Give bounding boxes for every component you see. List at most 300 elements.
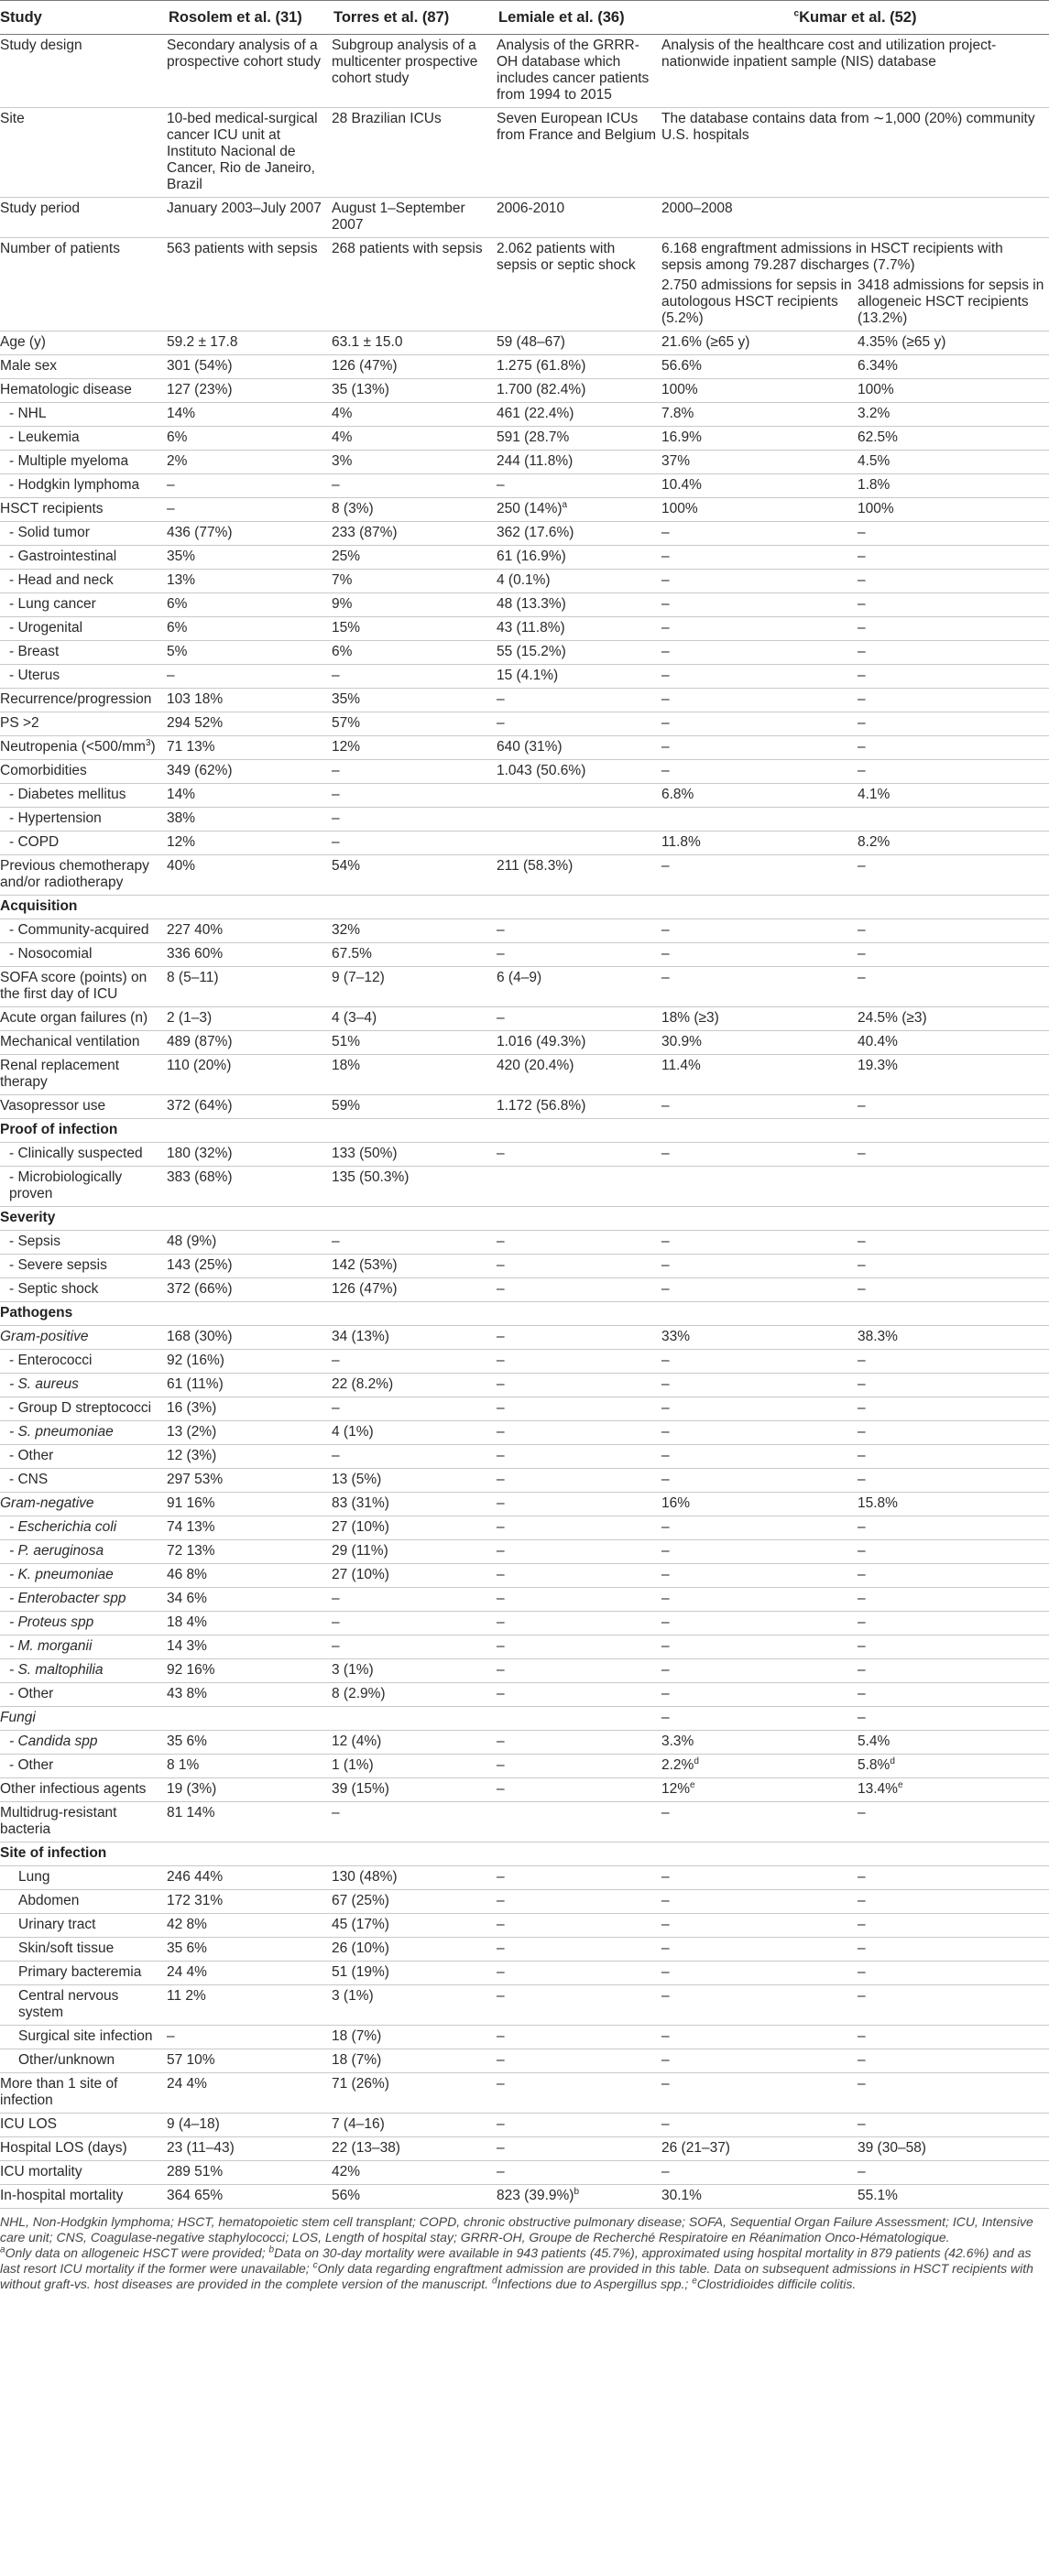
- cell-kumar-autologous-text: 16.9%: [661, 429, 702, 445]
- row-label-cell: [0, 1207, 167, 1231]
- cell-kumar-split: [661, 277, 1045, 327]
- cell-lemiale-text: –: [497, 1472, 505, 1487]
- row-label-cell: [0, 760, 167, 784]
- cell-lemiale-text: –: [497, 1234, 505, 1249]
- cell-rosolem: [167, 1540, 332, 1564]
- cell-kumar-autologous-text: –: [661, 2076, 670, 2092]
- cell-kumar-allogeneic-text: –: [858, 1917, 866, 1932]
- cell-rosolem-text: 81 14%: [167, 1805, 215, 1821]
- cell-lemiale-text: –: [497, 1917, 505, 1932]
- footnote-markers: [0, 2245, 1047, 2292]
- cell-kumar-allogeneic-text: –: [858, 644, 866, 659]
- row-label-cell: [0, 2185, 167, 2209]
- cell-lemiale-text: Analysis of the GRRR-OH database which includes cancer patients from 1994 to 2015: [497, 38, 650, 103]
- cell-torres-text: 29 (11%): [332, 1543, 388, 1559]
- cell-rosolem: [167, 1516, 332, 1540]
- row-label-cell: [0, 2049, 167, 2073]
- cell-torres-text: 7 (4–16): [332, 2116, 385, 2132]
- cell-rosolem: [167, 35, 332, 108]
- table-row: [0, 238, 1049, 332]
- cell-rosolem: [167, 1866, 332, 1890]
- cell-rosolem-text: 13 (2%): [167, 1424, 217, 1440]
- row-label-cell: [0, 943, 167, 967]
- row-label-cell: [0, 1985, 167, 2026]
- header-rosolem: Rosolem et al. (31): [167, 1, 332, 35]
- cell-kumar-autologous-text: –: [661, 1543, 670, 1559]
- cell-rosolem-text: 46 8%: [167, 1567, 207, 1582]
- row-label: More than 1 site of infection: [0, 2076, 118, 2108]
- cell-torres: [332, 919, 497, 943]
- cell-lemiale-text: 1.275 (61.8%): [497, 358, 586, 374]
- cell-kumar-autologous: [661, 1636, 858, 1659]
- cell-kumar-allogeneic-text: 39 (30–58): [858, 2140, 926, 2156]
- cell-torres: [332, 1007, 497, 1031]
- cell-rosolem: [167, 712, 332, 736]
- cell-rosolem: [167, 760, 332, 784]
- cell-kumar-autologous-text: –: [661, 970, 670, 985]
- cell-lemiale-text: –: [497, 1400, 505, 1416]
- cell-kumar-combined: [661, 238, 1049, 332]
- row-label: Hospital LOS (days): [0, 2140, 127, 2156]
- cell-rosolem: [167, 1938, 332, 1962]
- row-label-cell: [0, 1755, 167, 1778]
- cell-kumar-autologous-text: –: [661, 1710, 670, 1725]
- cell-kumar-allogeneic: [858, 855, 1049, 896]
- cell-rosolem-text: 18 4%: [167, 1614, 207, 1630]
- cell-kumar-allogeneic-text: –: [858, 1567, 866, 1582]
- cell-lemiale-text: –: [497, 1353, 505, 1368]
- cell-kumar-allogeneic: [858, 1350, 1049, 1374]
- cell-kumar-autologous: [661, 1890, 858, 1914]
- cell-lemiale-text: 461 (22.4%): [497, 406, 574, 421]
- cell-rosolem: [167, 498, 332, 522]
- cell-lemiale-text: 1.016 (49.3%): [497, 1034, 586, 1049]
- cell-lemiale: [497, 784, 661, 808]
- row-label: - NHL: [9, 406, 46, 421]
- row-label-cell: [0, 1119, 167, 1143]
- row-label-cell: [0, 332, 167, 355]
- cell-torres-text: –: [332, 668, 340, 683]
- cell-lemiale-text: –: [497, 1734, 505, 1749]
- table-row: [0, 1007, 1049, 1031]
- cell-torres: [332, 1866, 497, 1890]
- cell-kumar-allogeneic: [858, 1683, 1049, 1707]
- cell-kumar-allogeneic-text: 13.4%: [858, 1781, 898, 1797]
- cell-rosolem-text: –: [167, 477, 175, 493]
- cell-torres: [332, 1374, 497, 1397]
- cell-lemiale-text: 48 (13.3%): [497, 596, 566, 612]
- cell-torres: [332, 1167, 497, 1207]
- row-label-cell: [0, 831, 167, 855]
- cell-kumar-autologous: [661, 1540, 858, 1564]
- cell-torres-text: 12 (4%): [332, 1734, 382, 1749]
- row-label-cell: [0, 1731, 167, 1755]
- row-label: ICU mortality: [0, 2164, 82, 2179]
- row-label: Renal replacement therapy: [0, 1058, 120, 1090]
- cell-kumar-allogeneic-text: 4.35% (≥65 y): [858, 334, 946, 350]
- cell-rosolem-text: 40%: [167, 858, 196, 874]
- cell-kumar-allogeneic: [858, 1755, 1049, 1778]
- cell-rosolem: [167, 2114, 332, 2137]
- cell-kumar-allogeneic-text: –: [858, 1353, 866, 1368]
- cell-torres-text: Subgroup analysis of a multicenter prospective cohort study: [332, 38, 478, 86]
- row-label-cell: [0, 451, 167, 474]
- cell-rosolem: [167, 593, 332, 617]
- row-label: - Proteus spp: [9, 1614, 93, 1630]
- cell-kumar-allogeneic-text: 15.8%: [858, 1495, 898, 1511]
- cell-torres: [332, 451, 497, 474]
- cell-rosolem: [167, 967, 332, 1007]
- cell-torres-text: 27 (10%): [332, 1519, 389, 1535]
- cell-lemiale-footnote-mark: a: [562, 499, 568, 510]
- cell-rosolem-text: 35%: [167, 549, 196, 564]
- cell-rosolem-text: 6%: [167, 596, 188, 612]
- cell-rosolem: [167, 1231, 332, 1255]
- cell-kumar-autologous: [661, 943, 858, 967]
- cell-kumar-allogeneic: [858, 1326, 1049, 1350]
- row-label-cell: [0, 855, 167, 896]
- cell-kumar-allogeneic: [858, 1588, 1049, 1612]
- cell-kumar-allogeneic-text: –: [858, 572, 866, 588]
- row-label-cell: [0, 784, 167, 808]
- row-label-cell: [0, 1890, 167, 1914]
- cell-lemiale-text: –: [497, 1988, 505, 2004]
- cell-kumar-autologous-text: –: [661, 922, 670, 938]
- cell-kumar-allogeneic-text: –: [858, 691, 866, 707]
- table-row: [0, 1421, 1049, 1445]
- cell-lemiale-text: –: [497, 946, 505, 962]
- table-row: [0, 1095, 1049, 1119]
- cell-torres-text: 26 (10%): [332, 1940, 389, 1956]
- row-label: Acquisition: [0, 898, 78, 914]
- cell-kumar-autologous-text: –: [661, 946, 670, 962]
- cell-kumar-allogeneic-text: 55.1%: [858, 2188, 898, 2203]
- cell-kumar-allogeneic-text: –: [858, 1591, 866, 1606]
- cell-kumar-allogeneic: [858, 1143, 1049, 1167]
- cell-lemiale: [497, 1469, 661, 1493]
- row-label: In-hospital mortality: [0, 2188, 124, 2203]
- cell-kumar-allogeneic: [858, 451, 1049, 474]
- cell-kumar-autologous-text: –: [661, 1353, 670, 1368]
- cell-rosolem-text: 2 (1–3): [167, 1010, 213, 1026]
- cell-lemiale-text: –: [497, 2076, 505, 2092]
- cell-torres: [332, 736, 497, 760]
- cell-torres-text: 3%: [332, 453, 353, 469]
- cell-rosolem-text: 38%: [167, 810, 196, 826]
- cell-lemiale: [497, 1540, 661, 1564]
- cell-kumar-autologous-text: 6.8%: [661, 787, 694, 802]
- cell-kumar-autologous: [661, 967, 858, 1007]
- cell-rosolem-text: 23 (11–43): [167, 2140, 235, 2156]
- cell-lemiale-text: –: [497, 691, 505, 707]
- cell-torres: [332, 593, 497, 617]
- cell-torres: [332, 689, 497, 712]
- row-label: - Uterus: [9, 668, 60, 683]
- cell-rosolem: [167, 1802, 332, 1842]
- row-label: - Gastrointestinal: [9, 549, 116, 564]
- table-row: [0, 1659, 1049, 1683]
- cell-kumar-autologous: [661, 1802, 858, 1842]
- cell-kumar-autologous: [661, 427, 858, 451]
- cell-lemiale-text: –: [497, 1448, 505, 1463]
- cell-kumar-allogeneic: [858, 1778, 1049, 1802]
- cell-kumar-allogeneic: [858, 1421, 1049, 1445]
- cell-kumar-autologous: [661, 570, 858, 593]
- cell-kumar-autologous: [661, 1374, 858, 1397]
- cell-torres: [332, 808, 497, 831]
- row-label-cell: [0, 1007, 167, 1031]
- cell-kumar-autologous-text: 33%: [661, 1329, 691, 1344]
- cell-torres: [332, 967, 497, 1007]
- cell-kumar-autologous: [661, 784, 858, 808]
- cell-kumar-autologous: [661, 736, 858, 760]
- cell-lemiale-text: 6 (4–9): [497, 970, 542, 985]
- cell-torres-text: –: [332, 787, 340, 802]
- row-label: - Hypertension: [9, 810, 102, 826]
- cell-rosolem: [167, 1055, 332, 1095]
- cell-torres-text: 45 (17%): [332, 1917, 389, 1932]
- cell-rosolem: [167, 1731, 332, 1755]
- cell-torres-text: 8 (2.9%): [332, 1686, 386, 1701]
- table-row: [0, 522, 1049, 546]
- cell-kumar-autologous-text: –: [661, 691, 670, 707]
- table-row: [0, 1493, 1049, 1516]
- footnote-c-mark: c: [312, 2260, 318, 2271]
- row-label-cell: [0, 2114, 167, 2137]
- row-label-cell: [0, 522, 167, 546]
- table-row: [0, 1350, 1049, 1374]
- footnote-d-mark: d: [491, 2276, 497, 2287]
- row-label-cell: [0, 1374, 167, 1397]
- cell-lemiale: [497, 2026, 661, 2049]
- cell-rosolem-text: 34 6%: [167, 1591, 207, 1606]
- cell-torres-text: 130 (48%): [332, 1869, 398, 1885]
- cell-torres: [332, 1231, 497, 1255]
- row-label: - Multiple myeloma: [9, 453, 128, 469]
- cell-kumar-allogeneic: [858, 1255, 1049, 1278]
- cell-rosolem-text: 14%: [167, 787, 196, 802]
- row-label-cell: [0, 1397, 167, 1421]
- cell-kumar-autologous: [661, 498, 858, 522]
- cell-kumar-autologous-text: –: [661, 1567, 670, 1582]
- row-label-cell: [0, 1612, 167, 1636]
- row-label-sup: 3: [145, 737, 151, 748]
- cell-lemiale: [497, 403, 661, 427]
- cell-torres: [332, 1731, 497, 1755]
- cell-kumar-allogeneic: [858, 593, 1049, 617]
- cell-rosolem-text: 336 60%: [167, 946, 224, 962]
- cell-torres-text: 51%: [332, 1034, 361, 1049]
- cell-kumar-autologous-footnote-mark: e: [690, 1779, 695, 1790]
- cell-lemiale: [497, 1588, 661, 1612]
- cell-rosolem: [167, 1914, 332, 1938]
- cell-kumar-allogeneic: [858, 403, 1049, 427]
- cell-rosolem: [167, 1278, 332, 1302]
- cell-lemiale-text: –: [497, 1614, 505, 1630]
- cell-kumar-autologous-text: –: [661, 1098, 670, 1114]
- cell-lemiale: [497, 919, 661, 943]
- row-label: - Microbiologically proven: [9, 1169, 122, 1201]
- row-label-cell: [0, 379, 167, 403]
- cell-kumar-autologous: [661, 2049, 858, 2073]
- cell-kumar-allogeneic-text: –: [858, 763, 866, 778]
- cell-kumar-autologous-text: 11.4%: [661, 1058, 701, 1073]
- cell-kumar-allogeneic-text: –: [858, 1964, 866, 1980]
- cell-kumar-allogeneic: [858, 641, 1049, 665]
- cell-lemiale-text: 2006-2010: [497, 201, 565, 216]
- row-label: - Severe sepsis: [9, 1257, 107, 1273]
- cell-torres-text: –: [332, 1614, 340, 1630]
- cell-rosolem: [167, 1255, 332, 1278]
- cell-lemiale: [497, 1985, 661, 2026]
- cell-rosolem-text: 12%: [167, 834, 196, 850]
- cell-rosolem-text: 227 40%: [167, 922, 224, 938]
- cell-torres-text: –: [332, 1591, 340, 1606]
- cell-torres: [332, 1659, 497, 1683]
- cell-lemiale: [497, 1031, 661, 1055]
- cell-kumar-allogeneic: [858, 2026, 1049, 2049]
- cell-rosolem-text: 301 (54%): [167, 358, 233, 374]
- cell-kumar-allogeneic-text: –: [858, 620, 866, 636]
- cell-lemiale-text: 244 (11.8%): [497, 453, 574, 469]
- cell-lemiale: [497, 2185, 661, 2209]
- table-row: [0, 855, 1049, 896]
- cell-kumar-allogeneic: [858, 546, 1049, 570]
- cell-kumar-autologous-text: –: [661, 1424, 670, 1440]
- table-row: [0, 2049, 1049, 2073]
- cell-rosolem-text: –: [167, 501, 175, 516]
- cell-lemiale-text: Seven European ICUs from France and Belgium: [497, 111, 657, 143]
- cell-kumar-autologous: [661, 1445, 858, 1469]
- table-row: [0, 831, 1049, 855]
- table-row: [0, 1326, 1049, 1350]
- row-label: - Nosocomial: [9, 946, 92, 962]
- cell-kumar-allogeneic: [858, 2137, 1049, 2161]
- cell-lemiale: [497, 1326, 661, 1350]
- cell-kumar-autologous-text: –: [661, 668, 670, 683]
- cell-torres-text: 71 (26%): [332, 2076, 389, 2092]
- cell-rosolem-text: 6%: [167, 620, 188, 636]
- table-row: [0, 919, 1049, 943]
- cell-rosolem-text: 289 51%: [167, 2164, 224, 2179]
- cell-rosolem-text: 92 16%: [167, 1662, 215, 1678]
- cell-lemiale-text: –: [497, 2116, 505, 2132]
- cell-rosolem-text: Secondary analysis of a prospective cohort study: [167, 38, 322, 70]
- table-row: [0, 2161, 1049, 2185]
- cell-kumar-autologous-text: –: [661, 2116, 670, 2132]
- cell-torres-text: –: [332, 1638, 340, 1654]
- row-label: Gram-positive: [0, 1329, 89, 1344]
- cell-kumar-allogeneic-footnote-mark: d: [890, 1755, 895, 1766]
- cell-torres-text: 9 (7–12): [332, 970, 385, 985]
- table-row: [0, 808, 1049, 831]
- cell-lemiale-text: 15 (4.1%): [497, 668, 559, 683]
- row-label: - COPD: [9, 834, 59, 850]
- cell-torres-text: 59%: [332, 1098, 361, 1114]
- cell-kumar-autologous: [661, 1707, 858, 1731]
- cell-torres: [332, 1540, 497, 1564]
- cell-kumar-autologous-text: –: [661, 2164, 670, 2179]
- cell-lemiale-text: –: [497, 1519, 505, 1535]
- cell-torres: [332, 1802, 497, 1842]
- table-row: [0, 332, 1049, 355]
- cell-rosolem: [167, 1659, 332, 1683]
- cell-torres: [332, 1755, 497, 1778]
- table-row: [0, 736, 1049, 760]
- cell-rosolem: [167, 427, 332, 451]
- cell-torres: [332, 474, 497, 498]
- cell-lemiale: [497, 736, 661, 760]
- cell-kumar-allogeneic: [858, 2114, 1049, 2137]
- cell-kumar-allogeneic-text: –: [858, 1281, 866, 1297]
- cell-rosolem: [167, 451, 332, 474]
- cell-kumar-autologous: [661, 1914, 858, 1938]
- table-row: [0, 967, 1049, 1007]
- cell-kumar-autologous: [661, 1055, 858, 1095]
- table-row: [0, 546, 1049, 570]
- row-label: - Diabetes mellitus: [9, 787, 126, 802]
- cell-kumar-autologous-text: –: [661, 644, 670, 659]
- cell-kumar-autologous-text: 11.8%: [661, 834, 701, 850]
- row-label-cell: [0, 1938, 167, 1962]
- cell-kumar-allogeneic-text: –: [858, 2164, 866, 2179]
- cell-kumar-autologous: [661, 808, 858, 831]
- cell-lemiale: [497, 498, 661, 522]
- cell-torres: [332, 712, 497, 736]
- cell-rosolem-text: 127 (23%): [167, 382, 233, 397]
- table-row: [0, 1167, 1049, 1207]
- cell-kumar-autologous: [661, 712, 858, 736]
- cell-torres: [332, 1636, 497, 1659]
- cell-torres: [332, 1612, 497, 1636]
- footnote-b-mark: b: [268, 2244, 275, 2255]
- cell-lemiale-text: –: [497, 1964, 505, 1980]
- cell-kumar-combined-text: Analysis of the healthcare cost and utilization project-nationwide inpatient sample (NIS) database: [661, 38, 997, 70]
- cell-rosolem: [167, 689, 332, 712]
- cell-kumar-allogeneic: [858, 1890, 1049, 1914]
- cell-lemiale-text: –: [497, 1757, 505, 1773]
- cell-kumar-autologous: [661, 1007, 858, 1031]
- row-label-cell: [0, 1540, 167, 1564]
- row-label-cell: [0, 1516, 167, 1540]
- cell-kumar-allogeneic: [858, 1095, 1049, 1119]
- cell-kumar-autologous: [661, 2026, 858, 2049]
- row-label-cell: [0, 1588, 167, 1612]
- cell-kumar-allogeneic-text: –: [858, 1376, 866, 1392]
- cell-kumar-allogeneic: [858, 808, 1049, 831]
- cell-rosolem: [167, 2026, 332, 2049]
- cell-kumar-autologous: [661, 1326, 858, 1350]
- cell-lemiale-text: –: [497, 715, 505, 731]
- cell-lemiale: [497, 1350, 661, 1374]
- table-row: [0, 1540, 1049, 1564]
- cell-kumar-autologous-text: 2.2%: [661, 1757, 694, 1773]
- cell-torres-text: 6%: [332, 644, 353, 659]
- table-row: [0, 427, 1049, 451]
- row-label: - K. pneumoniae: [9, 1567, 114, 1582]
- cell-rosolem-text: 92 (16%): [167, 1353, 224, 1368]
- cell-torres: [332, 1326, 497, 1350]
- cell-kumar-autologous-text: –: [661, 1869, 670, 1885]
- cell-rosolem-text: 14%: [167, 406, 196, 421]
- row-label-tail: ): [150, 739, 156, 755]
- cell-torres: [332, 427, 497, 451]
- cell-kumar-allogeneic: [858, 474, 1049, 498]
- row-label: - Solid tumor: [9, 525, 90, 540]
- row-label-cell: [0, 2073, 167, 2114]
- cell-torres: [332, 1985, 497, 2026]
- cell-lemiale: [497, 1493, 661, 1516]
